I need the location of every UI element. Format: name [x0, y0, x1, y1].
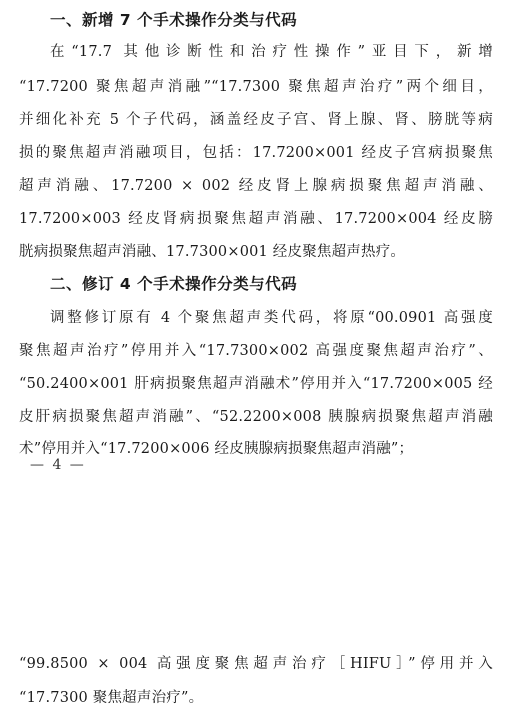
paragraph-line: “99.8500 × 004 高强度聚焦超声治疗［HIFU］”停用并入	[19, 656, 493, 672]
page-number: — 4 —	[30, 457, 86, 473]
paragraph-line: 在“17.7 其他诊断性和治疗性操作”亚目下，新增	[50, 44, 493, 60]
paragraph-line: 皮肝病损聚焦超声消融”、“52.2200×008 胰腺病损聚焦超声消融	[19, 409, 493, 425]
paragraph-line: 超声消融、17.7200 × 002 经皮肾上腺病损聚焦超声消融、	[19, 178, 493, 194]
paragraph-line: 聚焦超声治疗”停用并入“17.7300×002 高强度聚焦超声治疗”、	[19, 343, 493, 359]
paragraph-line: 调整修订原有 4 个聚焦超声类代码，将原“00.0901 高强度	[50, 310, 493, 326]
paragraph-line: 并细化补充 5 个子代码，涵盖经皮子宫、肾上腺、肾、膀胱等病	[19, 112, 493, 128]
section-heading-2: 二、修订 4 个手术操作分类与代码	[50, 275, 298, 293]
paragraph-line: “50.2400×001 肝病损聚焦超声消融术”停用并入“17.7200×005 经	[19, 376, 493, 392]
paragraph-line: “17.7300 聚焦超声治疗”。	[19, 690, 204, 706]
paragraph-line: “17.7200 聚焦超声消融”“17.7300 聚焦超声治疗”两个细目，	[19, 79, 493, 95]
section-heading-1: 一、新增 7 个手术操作分类与代码	[50, 11, 298, 29]
paragraph-line: 损的聚焦超声消融项目，包括：17.7200×001 经皮子宫病损聚焦	[19, 145, 493, 161]
paragraph-line: 术”停用并入“17.7200×006 经皮胰腺病损聚焦超声消融”；	[19, 441, 414, 457]
paragraph-line: 胱病损聚焦超声消融、17.7300×001 经皮聚焦超声热疗。	[19, 244, 406, 260]
paragraph-line: 17.7200×003 经皮肾病损聚焦超声消融、17.7200×004 经皮膀	[19, 211, 493, 227]
